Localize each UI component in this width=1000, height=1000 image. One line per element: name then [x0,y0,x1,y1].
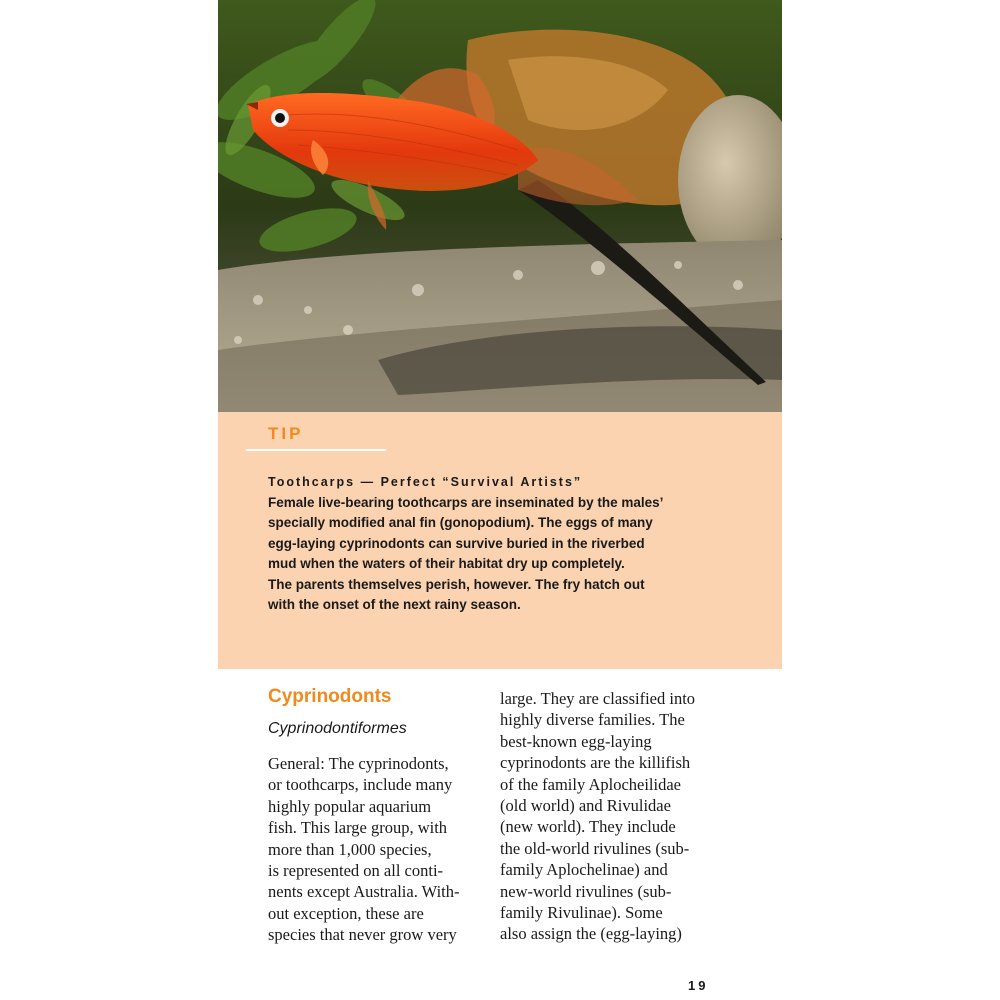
tip-line: with the onset of the next rainy season. [268,597,521,612]
book-page [218,0,782,1000]
tip-line: egg-laying cyprinodonts can survive buried in the riverbed [268,535,645,551]
tip-line: Female live-bearing toothcarps are inseminated by the males’ [268,494,664,510]
body-line: (new world). They include [500,817,676,837]
swordtail-fish-photo [218,0,782,412]
body-line: is represented on all conti- [268,861,444,881]
tip-content [268,472,738,616]
body-line: large. They are classified into [500,689,696,708]
body-line: highly diverse families. The [500,710,685,730]
tip-label: TIP [268,424,304,443]
section-subtitle: Cyprinodontiformes [268,720,407,737]
tip-divider [246,449,386,451]
tip-body [268,493,738,616]
body-line: of the family Aplocheilidae [500,774,681,794]
tip-box [218,412,782,669]
article-column-left [268,753,486,946]
tip-title: Toothcarps — Perfect “Survival Artists” [268,475,583,489]
body-line: General: The cyprinodonts, [268,754,449,773]
body-line: also assign the (egg-laying) [500,924,682,944]
body-line: fish. This large group, with [268,818,448,838]
tip-line: mud when the waters of their habitat dry up completely. [268,556,625,571]
body-line: (old world) and Rivulidae [500,796,671,816]
section-title: Cyprinodonts [268,686,392,707]
body-line: cyprinodonts are the killifish [500,753,691,773]
body-line: nents except Australia. With- [268,882,460,902]
body-line: new-world rivulines (sub- [500,881,672,901]
body-line: species that never grow very [268,925,457,945]
body-line: the old-world rivulines (sub- [500,838,690,858]
body-line: out exception, these are [268,903,424,923]
body-line: family Aplochelinae) and [500,860,668,880]
body-line: highly popular aquarium [268,796,432,816]
body-line: more than 1,000 species, [268,839,432,859]
page-number: 19 [688,978,709,993]
article-column-right [500,688,730,945]
tip-line: The parents themselves perish, however. The fry hatch out [268,576,645,592]
body-line: or toothcarps, include many [268,775,453,795]
body-line: family Rivulinae). Some [500,903,663,923]
tip-line: specially modified anal fin (gonopodium). The eggs of many [268,515,653,530]
body-line: best-known egg-laying [500,731,652,751]
